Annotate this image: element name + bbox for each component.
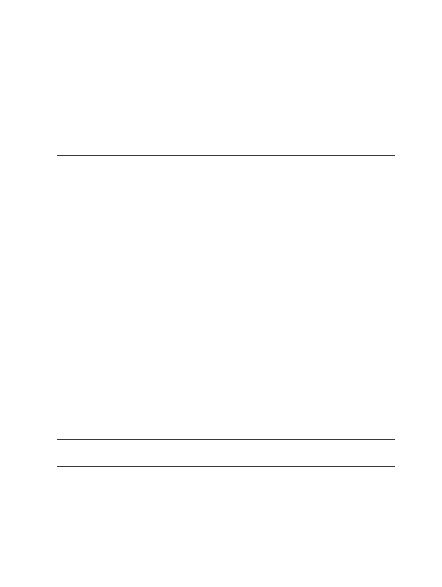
publisher-row [57, 506, 91, 512]
publisher-row [57, 530, 91, 536]
divider [57, 155, 395, 156]
divider [57, 439, 395, 440]
publisher-row [57, 482, 91, 488]
divider [57, 466, 395, 467]
publisher-row [57, 494, 91, 500]
publisher-row [57, 470, 91, 476]
